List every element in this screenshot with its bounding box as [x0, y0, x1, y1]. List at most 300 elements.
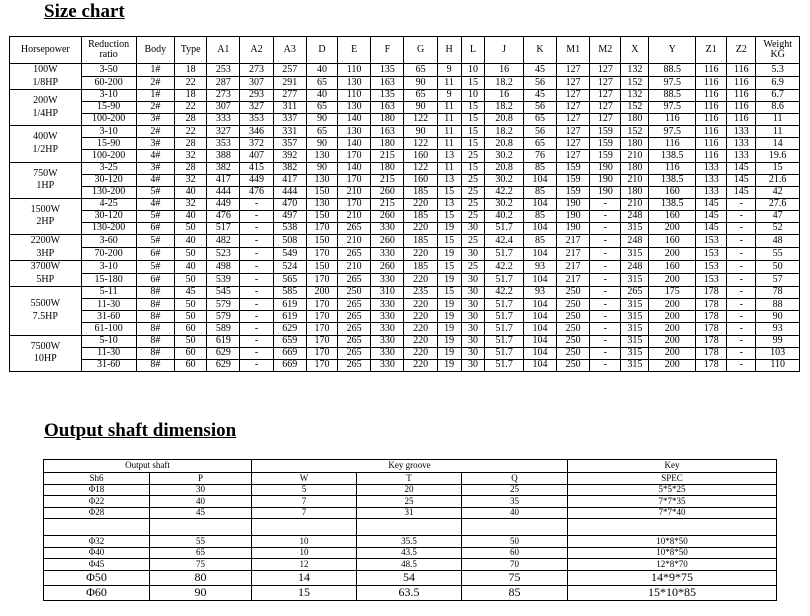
table-cell: 145	[696, 198, 727, 210]
table-cell: 159	[557, 186, 590, 198]
shaft-cell: 31	[357, 507, 462, 519]
table-cell: 116	[696, 138, 727, 150]
table-cell: 180	[621, 186, 649, 198]
table-cell: 122	[404, 138, 437, 150]
table-cell: 159	[557, 174, 590, 186]
shaft-cell: 25	[462, 484, 568, 496]
table-cell: 3#	[136, 162, 174, 174]
table-row	[10, 114, 800, 126]
table-cell: 99	[756, 335, 800, 347]
table-cell: 116	[649, 162, 696, 174]
column-header: Y	[649, 37, 696, 64]
table-cell: 28	[175, 162, 207, 174]
table-cell: 372	[240, 138, 273, 150]
table-cell: 50	[756, 261, 800, 274]
table-cell: 565	[273, 274, 306, 287]
table-cell: 9	[437, 64, 461, 77]
table-cell: 88	[756, 299, 800, 311]
table-cell: 127	[557, 114, 590, 126]
table-cell: 104	[523, 198, 556, 210]
table-cell: 30	[461, 347, 485, 359]
table-cell: -	[727, 299, 756, 311]
table-cell: 8#	[136, 299, 174, 311]
table-cell: 476	[207, 210, 240, 222]
table-cell: 104	[523, 323, 556, 335]
shaft-cell: 75	[150, 559, 252, 571]
table-cell: 45	[523, 90, 556, 102]
table-cell: 315	[621, 311, 649, 323]
table-cell: 32	[175, 198, 207, 210]
table-cell: 163	[371, 102, 404, 114]
table-cell: 6#	[136, 274, 174, 287]
table-cell: 130	[338, 77, 371, 90]
table-cell: 273	[240, 64, 273, 77]
table-cell: 170	[306, 223, 337, 235]
table-cell: 210	[338, 261, 371, 274]
shaft-cell: 75	[462, 570, 568, 585]
table-cell: 31-60	[81, 359, 136, 371]
table-cell: 40	[175, 261, 207, 274]
table-cell: 160	[649, 261, 696, 274]
table-cell: 248	[621, 210, 649, 222]
shaft-cell: 50	[462, 536, 568, 548]
shaft-cell: Φ32	[44, 536, 150, 548]
table-cell: 629	[207, 359, 240, 371]
table-cell: 30	[461, 274, 485, 287]
table-cell: 180	[621, 162, 649, 174]
table-cell: 392	[273, 150, 306, 162]
shaft-cell: Φ22	[44, 496, 150, 508]
shaft-cell: 48.5	[357, 559, 462, 571]
table-cell: 127	[557, 138, 590, 150]
table-cell: 150	[306, 210, 337, 222]
table-cell: 315	[621, 223, 649, 235]
table-cell: 135	[371, 64, 404, 77]
table-cell: 260	[371, 235, 404, 248]
table-cell: 3-25	[81, 162, 136, 174]
horsepower-cell	[10, 64, 82, 90]
table-cell: 127	[557, 150, 590, 162]
table-row	[10, 299, 800, 311]
table-cell: 217	[557, 274, 590, 287]
table-row	[10, 150, 800, 162]
shaft-cell	[150, 519, 252, 536]
table-cell: 132	[621, 64, 649, 77]
table-cell: 180	[371, 162, 404, 174]
table-cell: 10	[461, 90, 485, 102]
table-cell: 220	[404, 359, 437, 371]
table-cell: 476	[240, 186, 273, 198]
table-cell: 152	[621, 77, 649, 90]
table-cell: 265	[338, 335, 371, 347]
table-cell: 619	[273, 311, 306, 323]
table-row	[10, 248, 800, 261]
table-cell: 185	[404, 235, 437, 248]
shaft-cell: 15*10*85	[568, 585, 777, 600]
table-cell: 388	[207, 150, 240, 162]
table-cell: 52	[756, 223, 800, 235]
shaft-cell: 65	[150, 547, 252, 559]
table-cell: 315	[621, 248, 649, 261]
table-cell: 619	[273, 299, 306, 311]
table-cell: 116	[696, 126, 727, 138]
table-cell: 51.7	[485, 335, 523, 347]
table-cell: -	[727, 335, 756, 347]
shaft-cell	[462, 519, 568, 536]
table-cell: 6.9	[756, 77, 800, 90]
table-cell: 15	[437, 210, 461, 222]
table-cell: 178	[696, 359, 727, 371]
table-cell: -	[727, 323, 756, 335]
table-cell: 40.2	[485, 210, 523, 222]
table-cell: 315	[621, 274, 649, 287]
table-cell: 159	[590, 126, 621, 138]
table-cell: 180	[621, 114, 649, 126]
table-cell: 291	[273, 77, 306, 90]
table-cell: -	[590, 287, 621, 299]
output-shaft-title: Output shaft dimension	[44, 420, 237, 441]
table-cell: 200	[649, 323, 696, 335]
table-cell: 265	[621, 287, 649, 299]
table-cell: 327	[207, 126, 240, 138]
size-chart-title: Size chart	[44, 1, 125, 22]
table-cell: 170	[306, 274, 337, 287]
table-cell: 60	[175, 347, 207, 359]
table-cell: 330	[371, 248, 404, 261]
table-row	[10, 311, 800, 323]
column-header: Horsepower	[10, 37, 82, 64]
table-cell: 327	[240, 102, 273, 114]
table-cell: 116	[649, 138, 696, 150]
table-cell: -	[727, 359, 756, 371]
shaft-cell: 14	[252, 570, 357, 585]
shaft-cell: 7*7*35	[568, 496, 777, 508]
table-cell: 210	[338, 186, 371, 198]
table-row	[10, 274, 800, 287]
table-row	[10, 77, 800, 90]
table-cell: 170	[306, 248, 337, 261]
table-cell: 449	[207, 198, 240, 210]
table-cell: 265	[338, 323, 371, 335]
table-cell: 116	[696, 150, 727, 162]
table-row	[10, 210, 800, 222]
table-cell: 30	[461, 248, 485, 261]
table-cell: -	[240, 347, 273, 359]
table-cell: 20.8	[485, 114, 523, 126]
table-cell: 8#	[136, 287, 174, 299]
table-cell: 93	[523, 261, 556, 274]
table-cell: 116	[649, 114, 696, 126]
table-cell: 145	[727, 186, 756, 198]
table-cell: 103	[756, 347, 800, 359]
table-cell: 210	[338, 235, 371, 248]
table-cell: 217	[557, 235, 590, 248]
column-header: A3	[273, 37, 306, 64]
table-cell: 127	[590, 114, 621, 126]
shaft-cell: 10	[252, 536, 357, 548]
table-cell: 11	[437, 138, 461, 150]
table-cell: 104	[523, 174, 556, 186]
table-cell: 100-200	[81, 150, 136, 162]
table-cell: 200	[649, 223, 696, 235]
table-cell: 18.2	[485, 102, 523, 114]
horsepower-cell	[10, 287, 82, 335]
column-header: Z2	[727, 37, 756, 64]
table-cell: 15	[461, 102, 485, 114]
table-cell: 60-200	[81, 77, 136, 90]
table-cell: 30.2	[485, 150, 523, 162]
table-cell: 40	[306, 64, 337, 77]
table-cell: -	[590, 248, 621, 261]
table-cell: 85	[523, 162, 556, 174]
table-cell: -	[590, 299, 621, 311]
table-cell: 200	[649, 299, 696, 311]
table-cell: 138.5	[649, 150, 696, 162]
shaft-row	[44, 496, 777, 508]
table-cell: 40	[175, 186, 207, 198]
table-cell: 5.3	[756, 64, 800, 77]
table-cell: 135	[371, 90, 404, 102]
table-cell: 585	[273, 287, 306, 299]
table-cell: 180	[621, 138, 649, 150]
shaft-cell: 55	[150, 536, 252, 548]
table-cell: 5-10	[81, 335, 136, 347]
table-cell: 523	[207, 248, 240, 261]
table-cell: 42.2	[485, 287, 523, 299]
table-cell: -	[727, 248, 756, 261]
table-cell: -	[240, 210, 273, 222]
table-cell: 257	[273, 64, 306, 77]
table-cell: 30	[461, 323, 485, 335]
group-header-output-shaft: Output shaft	[44, 460, 252, 473]
shaft-cell	[568, 519, 777, 536]
table-cell: 104	[523, 335, 556, 347]
column-header: Type	[175, 37, 207, 64]
table-cell: -	[240, 323, 273, 335]
horsepower-label: 5HP	[36, 273, 55, 285]
table-cell: 130-200	[81, 186, 136, 198]
table-cell: 159	[590, 150, 621, 162]
table-cell: 178	[696, 299, 727, 311]
table-cell: -	[240, 274, 273, 287]
table-cell: 330	[371, 274, 404, 287]
table-cell: 220	[404, 347, 437, 359]
table-cell: 200	[649, 274, 696, 287]
size-chart-header-row	[10, 37, 800, 64]
table-cell: 90	[404, 77, 437, 90]
table-cell: 51.7	[485, 359, 523, 371]
table-cell: -	[727, 347, 756, 359]
table-cell: 133	[696, 186, 727, 198]
table-cell: -	[590, 210, 621, 222]
table-cell: 116	[727, 64, 756, 77]
table-cell: 50	[175, 248, 207, 261]
table-cell: 138.5	[649, 174, 696, 186]
table-cell: 30	[461, 299, 485, 311]
table-cell: 265	[338, 299, 371, 311]
table-cell: 130	[306, 150, 337, 162]
table-cell: 415	[240, 162, 273, 174]
table-cell: 170	[306, 359, 337, 371]
table-cell: 5#	[136, 261, 174, 274]
table-cell: 30	[461, 335, 485, 347]
group-header-key: Key	[568, 460, 777, 473]
table-cell: 5#	[136, 186, 174, 198]
horsepower-label: 400W	[33, 131, 58, 143]
table-cell: 310	[371, 287, 404, 299]
table-cell: 15-90	[81, 102, 136, 114]
column-header: Z1	[696, 37, 727, 64]
table-cell: 65	[306, 77, 337, 90]
table-cell: 19	[437, 274, 461, 287]
table-cell: 116	[727, 102, 756, 114]
table-cell: 30-120	[81, 174, 136, 186]
table-cell: 170	[306, 335, 337, 347]
table-cell: 265	[338, 274, 371, 287]
shaft-subheader: Sh6	[44, 473, 150, 485]
table-cell: 145	[696, 223, 727, 235]
table-cell: 470	[273, 198, 306, 210]
table-cell: -	[240, 198, 273, 210]
table-cell: 15	[437, 287, 461, 299]
table-cell: -	[240, 299, 273, 311]
table-cell: -	[590, 198, 621, 210]
output-shaft-table	[43, 459, 777, 601]
table-cell: 50	[175, 223, 207, 235]
table-cell: -	[590, 235, 621, 248]
table-cell: 163	[371, 126, 404, 138]
horsepower-label: 5500W	[30, 298, 61, 310]
table-row	[10, 174, 800, 186]
table-cell: 265	[338, 311, 371, 323]
table-cell: 175	[649, 287, 696, 299]
shaft-subheader: W	[252, 473, 357, 485]
table-cell: 178	[696, 347, 727, 359]
shaft-cell: 25	[357, 496, 462, 508]
table-cell: 40	[306, 90, 337, 102]
table-cell: 160	[649, 210, 696, 222]
table-cell: 220	[404, 335, 437, 347]
shaft-cell: 10	[252, 547, 357, 559]
table-row	[10, 323, 800, 335]
table-cell: -	[727, 261, 756, 274]
table-cell: 293	[240, 90, 273, 102]
horsepower-label: 1500W	[30, 203, 61, 215]
shaft-cell: 20	[357, 484, 462, 496]
table-cell: 190	[590, 162, 621, 174]
table-cell: 127	[590, 77, 621, 90]
table-cell: -	[590, 311, 621, 323]
table-cell: -	[727, 287, 756, 299]
shaft-cell: Φ18	[44, 484, 150, 496]
table-cell: 25	[461, 210, 485, 222]
table-cell: -	[727, 210, 756, 222]
horsepower-label: 100W	[33, 64, 58, 75]
table-cell: 18	[175, 90, 207, 102]
table-cell: 40	[175, 235, 207, 248]
table-cell: 110	[756, 359, 800, 371]
table-cell: 5#	[136, 210, 174, 222]
table-cell: 170	[338, 198, 371, 210]
shaft-cell: 14*9*75	[568, 570, 777, 585]
shaft-cell: 60	[462, 547, 568, 559]
table-cell: 100-200	[81, 114, 136, 126]
horsepower-cell	[10, 198, 82, 234]
table-cell: 250	[557, 311, 590, 323]
table-cell: 152	[621, 126, 649, 138]
table-row	[10, 347, 800, 359]
table-cell: 589	[207, 323, 240, 335]
table-cell: 97.5	[649, 126, 696, 138]
table-cell: 260	[371, 210, 404, 222]
table-cell: 138.5	[649, 198, 696, 210]
table-cell: -	[727, 274, 756, 287]
horsepower-cell	[10, 261, 82, 287]
shaft-cell: 7*7*40	[568, 507, 777, 519]
table-cell: 178	[696, 323, 727, 335]
table-row	[10, 335, 800, 347]
table-row	[10, 186, 800, 198]
horsepower-cell	[10, 162, 82, 198]
shaft-cell: 10*8*50	[568, 547, 777, 559]
table-cell: 333	[207, 114, 240, 126]
table-cell: 3-50	[81, 64, 136, 77]
table-cell: 42	[756, 186, 800, 198]
shaft-cell: 40	[150, 496, 252, 508]
shaft-cell: Φ50	[44, 570, 150, 585]
shaft-cell	[357, 519, 462, 536]
table-cell: 215	[371, 198, 404, 210]
shaft-cell: Φ28	[44, 507, 150, 519]
shaft-cell: 5*5*25	[568, 484, 777, 496]
table-cell: 15-180	[81, 274, 136, 287]
table-cell: 18.2	[485, 77, 523, 90]
table-cell: 8#	[136, 335, 174, 347]
table-cell: 8#	[136, 359, 174, 371]
group-header-key-groove: Key groove	[252, 460, 568, 473]
table-cell: 3-10	[81, 90, 136, 102]
table-row	[10, 235, 800, 248]
table-cell: 116	[727, 114, 756, 126]
table-cell: 307	[207, 102, 240, 114]
table-cell: 18.2	[485, 126, 523, 138]
table-cell: 346	[240, 126, 273, 138]
shaft-cell: Φ60	[44, 585, 150, 600]
table-cell: 51.7	[485, 311, 523, 323]
shaft-row	[44, 507, 777, 519]
table-cell: -	[240, 223, 273, 235]
shaft-row	[44, 547, 777, 559]
table-cell: 25	[461, 186, 485, 198]
table-cell: 190	[590, 174, 621, 186]
table-cell: -	[590, 347, 621, 359]
table-cell: 88.5	[649, 64, 696, 77]
table-cell: 545	[207, 287, 240, 299]
column-header: J	[485, 37, 523, 64]
table-cell: 85	[523, 210, 556, 222]
table-cell: 9	[437, 90, 461, 102]
table-cell: 25	[461, 261, 485, 274]
table-cell: 150	[306, 186, 337, 198]
table-cell: 330	[371, 311, 404, 323]
table-cell: 185	[404, 210, 437, 222]
table-cell: 51.7	[485, 299, 523, 311]
output-shaft-body	[44, 460, 777, 601]
table-cell: 160	[649, 186, 696, 198]
table-cell: 357	[273, 138, 306, 150]
table-cell: 253	[207, 64, 240, 77]
table-cell: 669	[273, 359, 306, 371]
